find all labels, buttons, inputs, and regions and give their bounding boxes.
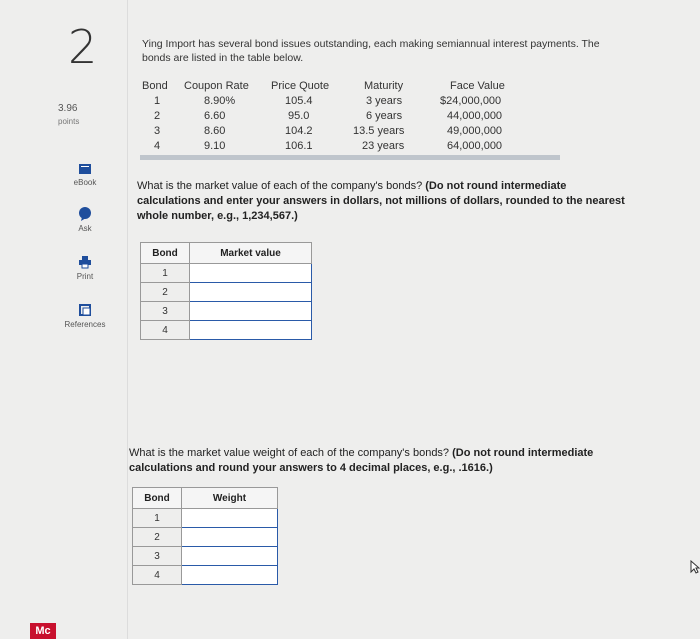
bond-row: [140, 95, 560, 110]
bond-row: [140, 110, 560, 125]
ebook-label: eBook: [73, 178, 97, 187]
question1-text: [137, 179, 632, 224]
bond-row: [140, 140, 560, 155]
weight-input-1[interactable]: [182, 511, 277, 525]
market-value-input-1[interactable]: [190, 266, 311, 280]
question2-prompt: What is the market value weight of each of the company's bonds?: [129, 447, 450, 459]
bond-num: 3: [154, 125, 161, 137]
bond-maturity: 6 years: [366, 110, 403, 122]
ask-label: Ask: [78, 224, 92, 233]
header-bond: Bond: [142, 80, 168, 92]
mcgraw-hill-logo: Mc: [30, 623, 56, 639]
header-face: Face Value: [450, 80, 505, 92]
row-bond-number: 2: [133, 528, 182, 547]
question2-instruction: (Do not round intermediate calculations and round your answers to 4 decimal places, e.g., .1616.): [129, 447, 594, 474]
bond-face: 64,000,000: [447, 140, 503, 152]
header-maturity: Maturity: [364, 80, 404, 92]
header-coupon: Coupon Rate: [184, 80, 249, 92]
bond-face: 44,000,000: [447, 110, 503, 122]
print-label: Print: [76, 272, 94, 281]
col-weight-header: Weight: [182, 488, 278, 509]
question1-instruction: (Do not round intermediate calculations and enter your answers in dollars, not millions of dollars, rounded to the nearest whole number, e.g., 1,234,567.): [137, 180, 625, 222]
weight-table: [132, 487, 278, 585]
references-label: References: [64, 320, 106, 329]
market-value-input-cell[interactable]: [190, 264, 312, 283]
table-row: [133, 566, 278, 585]
row-bond-number: 1: [141, 264, 190, 283]
bond-face: 49,000,000: [447, 125, 503, 137]
row-bond-number: 3: [133, 547, 182, 566]
row-bond-number: 4: [141, 321, 190, 340]
ebook-button[interactable]: [55, 163, 115, 187]
col-market-value-header: Market value: [190, 243, 312, 264]
header-price: Price Quote: [271, 80, 330, 92]
references-icon: [78, 303, 92, 317]
market-value-input-cell[interactable]: [190, 283, 312, 302]
bond-maturity: 3 years: [366, 95, 403, 107]
bond-table-header: [140, 80, 560, 95]
market-value-input-2[interactable]: [190, 285, 311, 299]
bond-coupon: 9.10: [204, 140, 226, 152]
col-bond-header: Bond: [141, 243, 190, 264]
chat-bubble-icon: [78, 207, 92, 221]
bond-data-table: [140, 80, 560, 155]
question-intro: Ying Import has several bond issues outstanding, each making semiannual interest payments. The bonds are listed in the table below.: [142, 38, 600, 64]
bond-num: 1: [154, 95, 161, 107]
row-bond-number: 1: [133, 509, 182, 528]
table-scrollbar[interactable]: [140, 155, 560, 160]
weight-input-3[interactable]: [182, 549, 277, 563]
references-button[interactable]: [55, 303, 115, 329]
table-row: [133, 528, 278, 547]
weight-input-cell[interactable]: [182, 566, 278, 585]
ask-button[interactable]: [55, 207, 115, 233]
book-icon: [78, 163, 92, 175]
weight-input-cell[interactable]: [182, 547, 278, 566]
mouse-cursor-icon: [690, 560, 700, 574]
table-row: [133, 547, 278, 566]
weight-input-2[interactable]: [182, 530, 277, 544]
table-row: [141, 321, 312, 340]
bond-price: 104.2: [285, 125, 313, 137]
weight-input-4[interactable]: [182, 568, 277, 582]
points-label: points: [58, 117, 80, 126]
market-value-table: [140, 242, 312, 340]
bond-price: 95.0: [288, 110, 310, 122]
bond-face: $24,000,000: [440, 95, 502, 107]
printer-icon: [78, 255, 92, 269]
question-number: 2: [68, 20, 98, 74]
bond-num: 4: [154, 140, 161, 152]
row-bond-number: 3: [141, 302, 190, 321]
bond-coupon: 8.60: [204, 125, 226, 137]
points-value: 3.96: [58, 103, 78, 114]
bond-price: 106.1: [285, 140, 313, 152]
row-bond-number: 2: [141, 283, 190, 302]
table-row: [141, 283, 312, 302]
table-row: [141, 264, 312, 283]
bond-num: 2: [154, 110, 161, 122]
bond-coupon: 8.90%: [204, 95, 236, 107]
col-bond-header: Bond: [133, 488, 182, 509]
question2-text: [129, 446, 629, 476]
market-value-input-cell[interactable]: [190, 321, 312, 340]
points-block: [58, 102, 79, 128]
weight-input-cell[interactable]: [182, 528, 278, 547]
bond-maturity: 13.5 years: [353, 125, 405, 137]
market-value-input-4[interactable]: [190, 323, 311, 337]
sidebar-divider: [127, 0, 128, 639]
print-button[interactable]: [55, 255, 115, 281]
bond-coupon: 6.60: [204, 110, 226, 122]
table-row: [133, 509, 278, 528]
table-row: [141, 302, 312, 321]
market-value-input-3[interactable]: [190, 304, 311, 318]
bond-maturity: 23 years: [362, 140, 405, 152]
weight-input-cell[interactable]: [182, 509, 278, 528]
question1-prompt: What is the market value of each of the company's bonds?: [137, 180, 423, 192]
market-value-input-cell[interactable]: [190, 302, 312, 321]
row-bond-number: 4: [133, 566, 182, 585]
bond-row: [140, 125, 560, 140]
bond-price: 105.4: [285, 95, 313, 107]
